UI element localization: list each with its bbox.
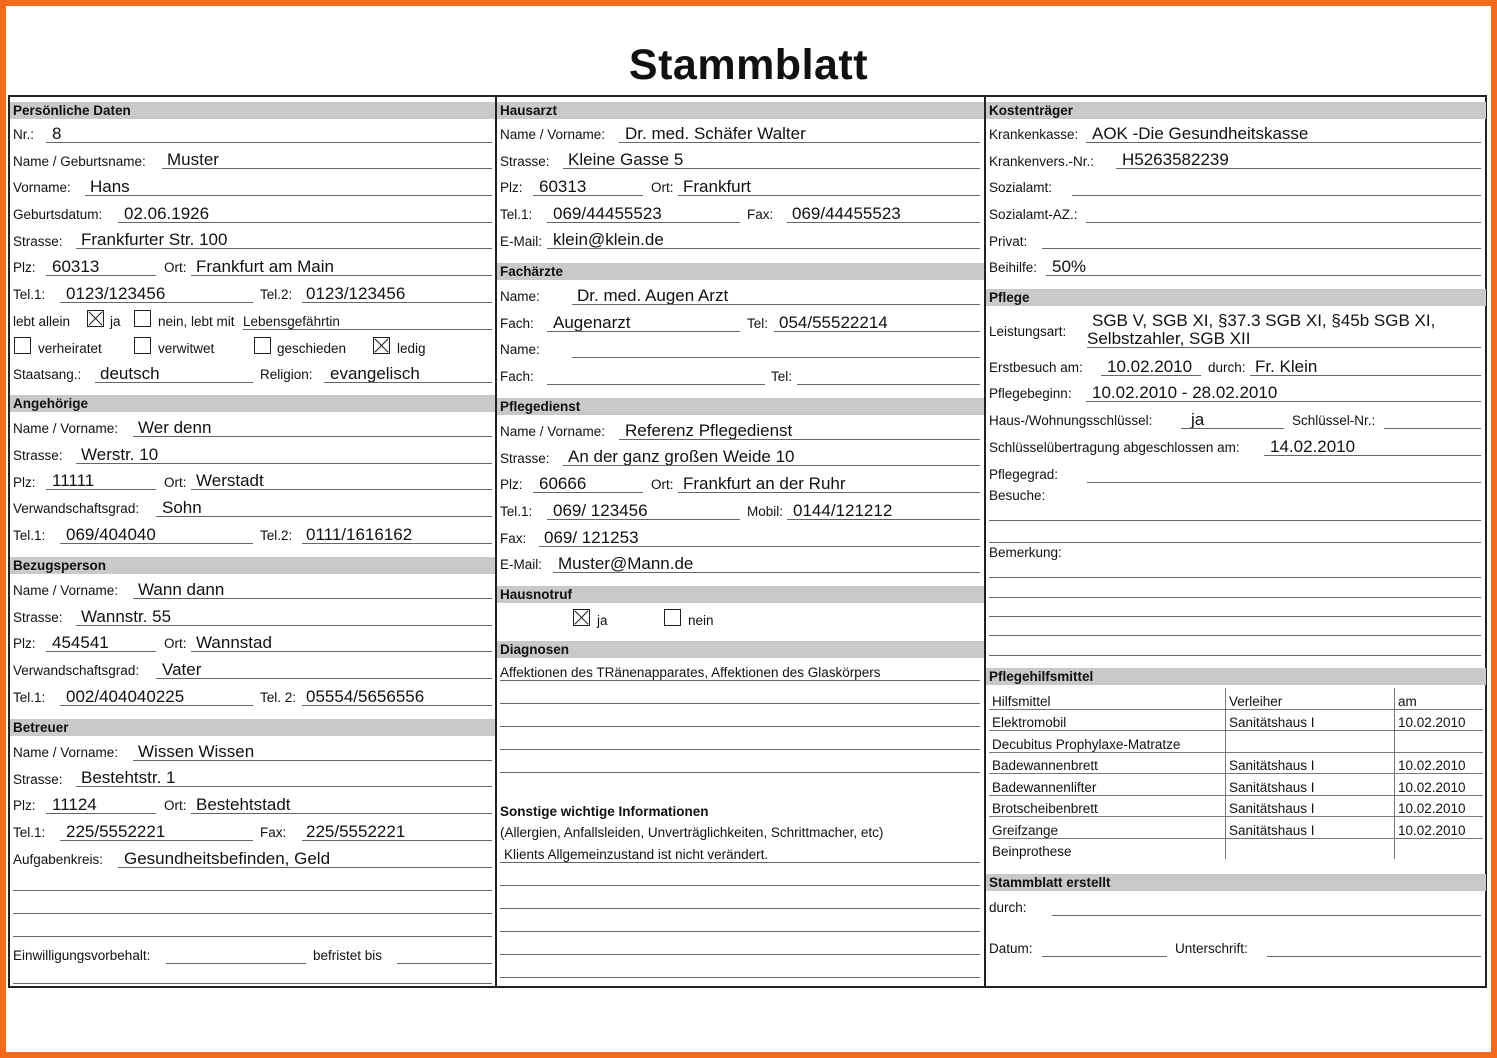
religion-value[interactable]: evangelisch [330,364,420,383]
aids-row[interactable]: Brotscheibenbrett Sanitätshaus I 10.02.2010 [989,795,1483,817]
form-frame [8,95,1487,988]
emergency-call-no-label: nein [688,613,714,628]
single-checkbox[interactable] [373,337,390,354]
guardian-fax-value[interactable]: 225/5552221 [306,822,406,841]
relative-name-label: Name / Vorname: [13,421,119,436]
divorced-checkbox[interactable] [254,337,271,354]
section-aids: Pflegehilfsmittel [986,668,1486,685]
gp-ort-value[interactable]: Frankfurt [683,177,752,196]
house-key-label: Haus-/Wohnungsschlüssel: [989,413,1153,428]
birthname-value[interactable]: Muster [167,150,219,169]
first-visit-by-value[interactable]: Fr. Klein [1255,357,1318,376]
guardian-tel1-label: Tel.1: [13,825,46,840]
section-created: Stammblatt erstellt [986,874,1486,891]
aids-table [989,688,1483,859]
allowance-value[interactable]: 50% [1052,257,1087,276]
firstname-value[interactable]: Hans [90,177,130,196]
divorced-label: geschieden [277,341,347,356]
married-checkbox[interactable] [14,337,31,354]
limited-until-label: befristet bis [313,948,383,963]
dob-value[interactable]: 02.06.1926 [124,204,210,223]
aids-header-row [989,688,1483,709]
form-page [6,6,1491,1052]
gp-street-value[interactable]: Kleine Gasse 5 [568,150,684,169]
care-service-mobile-value[interactable]: 0144/121212 [793,501,893,520]
tel2-value[interactable]: 0123/123456 [306,284,406,303]
religion-label: Religion: [260,367,313,382]
key-handover-value[interactable]: 14.02.2010 [1270,437,1356,456]
married-label: verheiratet [38,341,102,356]
firstname-label: Vorname: [13,180,71,195]
gp-ort-label: Ort: [651,180,674,195]
diagnoses-text[interactable]: Affektionen des TRänenapparates, Affektionen des Glaskörpers [500,665,881,680]
care-service-plz-value[interactable]: 60666 [539,474,587,493]
guardian-tasks-value[interactable]: Gesundheitsbefinden, Geld [124,849,331,868]
signature-label: Unterschrift: [1175,941,1248,956]
nr-label: Nr.: [13,127,35,142]
aids-row[interactable]: Beinprothese [989,838,1483,859]
specialist-field-label: Fach: [500,316,534,331]
relative-tel1-label: Tel.1: [13,528,46,543]
relative-tel2-value[interactable]: 0111/1616162 [306,525,413,544]
relative-plz-value[interactable]: 11111 [52,471,95,490]
reference-street-label: Strasse: [13,610,63,625]
care-service-name-value[interactable]: Referenz Pflegedienst [625,421,793,440]
relative-ort-value[interactable]: Werstadt [196,471,264,490]
nr-value[interactable]: 8 [52,124,62,143]
gp-email-label: E-Mail: [500,234,543,249]
first-visit-by-label: durch: [1208,360,1246,375]
dob-label: Geburtsdatum: [13,207,103,222]
lives-alone-label: lebt allein [13,314,71,329]
reference-relation-value[interactable]: Vater [162,660,202,679]
widowed-checkbox[interactable] [134,337,151,354]
gp-fax-label: Fax: [747,207,774,222]
care-service-ort-label: Ort: [651,477,674,492]
social-office-label: Sozialamt: [989,180,1053,195]
visits-label: Besuche: [989,488,1046,503]
tel1-label: Tel.1: [13,287,46,302]
care-start-value[interactable]: 10.02.2010 - 28.02.2010 [1092,383,1278,402]
relative-name-value[interactable]: Wer denn [138,418,212,437]
care-service-tel1-value[interactable]: 069/ 123456 [553,501,648,520]
tel1-value[interactable]: 0123/123456 [66,284,166,303]
gp-name-value[interactable]: Dr. med. Schäfer Walter [625,124,806,143]
care-start-label: Pflegebeginn: [989,386,1072,401]
aids-col-aid: Hilfsmittel [989,688,1226,709]
care-service-plz-label: Plz: [500,477,523,492]
specialist-tel-label: Tel: [747,316,769,331]
relative-relation-value[interactable]: Sohn [162,498,202,517]
emergency-call-no-checkbox[interactable] [664,609,681,626]
reference-name-value[interactable]: Wann dann [138,580,225,599]
aids-row[interactable]: Decubitus Prophylaxe-Matratze [989,731,1483,753]
aids-row[interactable]: Badewannenbrett Sanitätshaus I 10.02.2010 [989,752,1483,774]
allowance-label: Beihilfe: [989,260,1038,275]
section-care: Pflege [986,289,1486,306]
nationality-value[interactable]: deutsch [100,364,160,383]
other-info-heading: Sonstige wichtige Informationen [500,804,709,819]
emergency-call-yes-label: ja [597,613,608,628]
gp-tel1-label: Tel.1: [500,207,533,222]
ort-label: Ort: [164,260,187,275]
other-info-hint: (Allergien, Anfallsleiden, Unverträglichkeiten, Schrittmacher, etc) [500,825,884,840]
guardian-fax-label: Fax: [260,825,287,840]
relative-tel2-label: Tel.2: [260,528,293,543]
relative-ort-label: Ort: [164,475,187,490]
specialist2-field-label: Fach: [500,369,534,384]
care-service-email-value[interactable]: Muster@Mann.de [558,554,694,573]
section-relatives: Angehörige [10,395,495,412]
care-service-street-label: Strasse: [500,451,550,466]
reference-relation-label: Verwandschaftsgrad: [13,663,140,678]
relative-street-value[interactable]: Werstr. 10 [81,445,159,464]
relative-tel1-value[interactable]: 069/404040 [66,525,156,544]
section-emergency-call: Hausnotruf [497,586,984,603]
relative-street-label: Strasse: [13,448,63,463]
gp-name-label: Name / Vorname: [500,127,606,142]
aids-row[interactable]: Greifzange Sanitätshaus I 10.02.2010 [989,817,1483,839]
insurer-label: Krankenkasse: [989,127,1079,142]
reference-street-value[interactable]: Wannstr. 55 [81,607,172,626]
insurance-no-value[interactable]: H5263582239 [1122,150,1229,169]
other-info-text[interactable]: Klients Allgemeinzustand ist nicht verändert. [504,847,769,862]
gp-plz-label: Plz: [500,180,523,195]
social-ref-label: Sozialamt-AZ.: [989,207,1078,222]
reference-tel2-value[interactable]: 05554/5656556 [306,687,425,706]
relative-relation-label: Verwandschaftsgrad: [13,501,140,516]
aids-col-date: am [1395,688,1484,709]
reference-name-label: Name / Vorname: [13,583,119,598]
guardian-name-label: Name / Vorname: [13,745,119,760]
section-care-service: Pflegedienst [497,398,984,415]
lives-alone-no-label: nein, lebt mit [158,314,235,329]
widowed-label: verwitwet [158,341,215,356]
reference-ort-value[interactable]: Wannstad [196,633,272,652]
care-service-name-label: Name / Vorname: [500,424,606,439]
first-visit-label: Erstbesuch am: [989,360,1083,375]
remarks-label: Bemerkung: [989,545,1062,560]
specialist-field-value[interactable]: Augenarzt [553,313,631,332]
guardian-street-value[interactable]: Bestehtstr. 1 [81,768,176,787]
specialist-name-value[interactable]: Dr. med. Augen Arzt [577,286,729,305]
care-service-tel1-label: Tel.1: [500,504,533,519]
gp-tel1-value[interactable]: 069/44455523 [553,204,662,223]
lives-with-value[interactable]: Lebensgefährtin [243,314,340,329]
section-payer: Kostenträger [986,102,1486,119]
aids-row[interactable]: Elektromobil Sanitätshaus I 10.02.2010 [989,709,1483,731]
reference-plz-value[interactable]: 454541 [52,633,109,652]
guardian-ort-label: Ort: [164,798,187,813]
reference-tel1-label: Tel.1: [13,690,46,705]
gp-fax-value[interactable]: 069/44455523 [792,204,901,223]
gp-plz-value[interactable]: 60313 [539,177,587,196]
service-type-line1[interactable]: SGB V, SGB XI, §37.3 SGB XI, §45b SGB XI, [1092,311,1436,330]
care-service-fax-value[interactable]: 069/ 121253 [544,528,639,547]
section-specialists: Fachärzte [497,263,984,280]
section-personal: Persönliche Daten [10,102,495,119]
plz-label: Plz: [13,260,36,275]
reference-ort-label: Ort: [164,636,187,651]
plz-value[interactable]: 60313 [52,257,100,276]
key-no-label: Schlüssel-Nr.: [1292,413,1376,428]
gp-street-label: Strasse: [500,154,550,169]
care-service-ort-value[interactable]: Frankfurt an der Ruhr [683,474,846,493]
street-value[interactable]: Frankfurter Str. 100 [81,230,228,249]
nationality-label: Staatsang.: [13,367,82,382]
specialist-tel-value[interactable]: 054/55522214 [779,313,888,332]
created-by-label: durch: [989,900,1027,915]
reference-tel1-value[interactable]: 002/404040225 [66,687,185,706]
specialist2-name-label: Name: [500,342,540,357]
column-doctors [497,97,986,986]
ort-value[interactable]: Frankfurt am Main [196,257,334,276]
guardian-plz-value[interactable]: 11124 [52,795,97,814]
key-handover-label: Schlüsselübertragung abgeschlossen am: [989,440,1240,455]
care-service-mobile-label: Mobil: [747,504,784,519]
guardian-street-label: Strasse: [13,772,63,787]
insurer-value[interactable]: AOK -Die Gesundheitskasse [1092,124,1309,143]
lives-alone-yes-checkbox[interactable] [87,310,104,327]
birthname-label: Name / Geburtsname: [13,154,146,169]
service-type-label: Leistungsart: [989,324,1067,339]
lives-alone-no-checkbox[interactable] [134,310,151,327]
emergency-call-yes-checkbox[interactable] [573,609,590,626]
service-type-line2[interactable]: Selbstzahler, SGB XII [1087,329,1251,348]
care-service-email-label: E-Mail: [500,557,543,572]
insurance-no-label: Krankenvers.-Nr.: [989,154,1095,169]
aids-row[interactable]: Badewannenlifter Sanitätshaus I 10.02.2010 [989,774,1483,796]
guardian-tasks-label: Aufgabenkreis: [13,852,104,867]
care-service-street-value[interactable]: An der ganz großen Weide 10 [568,447,795,466]
column-personal [10,97,497,986]
consent-label: Einwilligungsvorbehalt: [13,948,151,963]
specialist2-tel-label: Tel: [771,369,793,384]
street-label: Strasse: [13,234,63,249]
page-title: Stammblatt [628,41,869,89]
specialist-name-label: Name: [500,289,540,304]
section-reference: Bezugsperson [10,557,495,574]
care-service-fax-label: Fax: [500,531,527,546]
reference-plz-label: Plz: [13,636,36,651]
section-gp: Hausarzt [497,102,984,119]
single-label: ledig [397,341,426,356]
house-key-value[interactable]: ja [1191,410,1205,429]
relative-plz-label: Plz: [13,475,36,490]
private-label: Privat: [989,234,1028,249]
care-level-label: Pflegegrad: [989,467,1059,482]
column-payer-care [986,97,1485,986]
section-guardian: Betreuer [10,719,495,736]
reference-tel2-label: Tel. 2: [260,690,297,705]
gp-email-value[interactable]: klein@klein.de [553,230,664,249]
guardian-plz-label: Plz: [13,798,36,813]
guardian-name-value[interactable]: Wissen Wissen [138,742,255,761]
section-diagnoses: Diagnosen [497,641,984,658]
created-date-label: Datum: [989,941,1033,956]
tel2-label: Tel.2: [260,287,293,302]
lives-alone-yes-label: ja [110,314,121,329]
guardian-tel1-value[interactable]: 225/5552221 [66,822,166,841]
aids-col-lender: Verleiher [1226,688,1395,709]
first-visit-value[interactable]: 10.02.2010 [1107,357,1193,376]
guardian-ort-value[interactable]: Bestehtstadt [196,795,291,814]
